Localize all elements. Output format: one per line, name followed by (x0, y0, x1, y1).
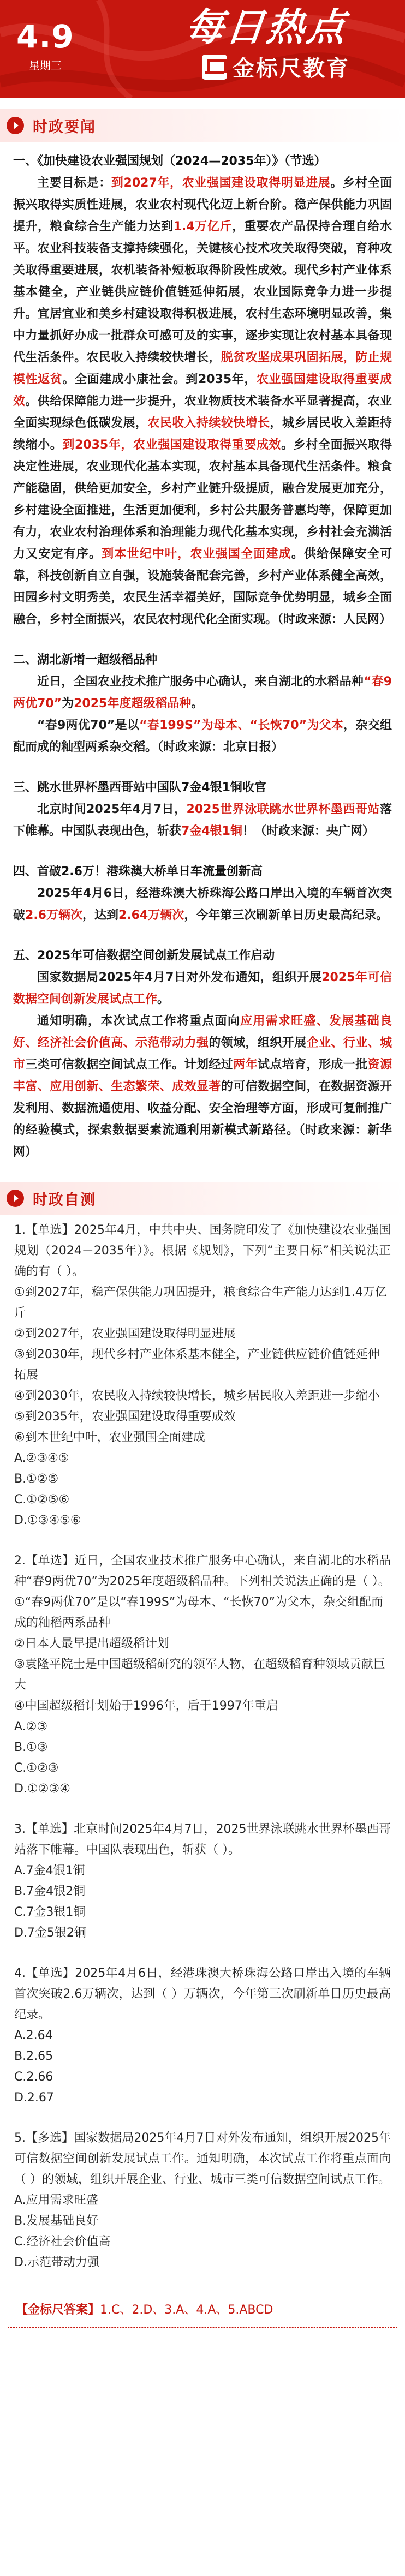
body-text: 试点培育，形成一批 (257, 1058, 368, 1072)
news-heading: 一、《加快建设农业强国规划（2024—2035年）》（节选） (13, 154, 326, 168)
highlight-text: 脱贫攻坚成果巩固拓展，防止规模性返贫 (13, 351, 392, 386)
quiz-section-header (0, 1182, 405, 1215)
news-paragraph (13, 671, 392, 715)
highlight-text: 两年 (233, 1058, 258, 1072)
body-text: 主要目标是： (37, 176, 111, 190)
question-stem: 5.【多选】国家数据局2025年4月7日对外发布通知，组织开展2025年可信数据空间创新发展试点工作。通知明确，本次试点工作将重点面向（ ）的领域，组织开展企业、行业、城市三类可信数据空间试点工作。 (14, 2131, 391, 2186)
body-text: 近日，全国农业技术推广服务中心确认，来自湖北的水稻品种 (37, 675, 364, 689)
question-option: B.7金4银2铜 (14, 1885, 86, 1898)
question-option: ⑥到本世纪中叶，农业强国全面建成 (14, 1431, 205, 1444)
news-heading: 二、湖北新增一超级稻品种 (13, 653, 158, 667)
highlight-text: 2025年度超级稻品种 (74, 697, 192, 710)
body-text: ，杂交组配而成的籼型两系杂交稻。（时政来源：北京日报） (13, 719, 392, 754)
quiz-question (14, 1963, 391, 2108)
date-block (16, 20, 74, 73)
highlight-text: 1.4万亿斤 (173, 220, 232, 234)
question-option: ⑤到2035年，农业强国建设取得重要成效 (14, 1410, 236, 1424)
body-text: 。乡村全面振兴取得决定性进展，农业现代化基本实现，农村基本具备现代生活条件。粮食产能稳固，供给更加安全，乡村产业链升级提质，融合发展更加充分，乡村建设全面推进，生活更加便利，乡村公共服务普惠均等，保障更加有力，农业农村治理体系和治理能力现代化基本实现，乡村社会充满活力又安定有序。 (13, 438, 392, 561)
question-option: C.2.66 (14, 2070, 53, 2084)
brand-row (202, 51, 398, 82)
quiz-question (14, 1551, 391, 1800)
body-text: 通知明确，本次试点工作将重点面向 (37, 1014, 241, 1028)
highlight-text: 农民收入持续较快增长 (147, 416, 270, 430)
question-stem: 3.【单选】北京时间2025年4月7日，2025世界泳联跳水世界杯墨西哥站落下帷幕。中国队表现出色，斩获（ ）。 (14, 1822, 391, 1857)
question-option: C.7金3银1铜 (14, 1905, 86, 1919)
body-text: ，重要农产品保持合理自给水平。农业科技装备支撑持续强化，关键核心技术攻关取得突破，育种攻关取得重要进展，农机装备补短板取得阶段性成效。现代乡村产业体系基本健全，产业链供应链价值链延伸拓展，农业国际竞争力进一步提升。宜居宜业和美乡村建设取得积极进展，农村生态环境明显改善，集中力量抓好办成一批群众可感可及的实事，逐步实现让农村基本具备现代生活条件。农民收入持续较快增长， (13, 220, 392, 364)
highlight-text: 农业强国建设取得重要成效 (13, 373, 392, 408)
brand-name: 金标尺教育 (233, 56, 350, 81)
question-option: ③到2030年，现代乡村产业体系基本健全，产业链供应链价值链延伸拓展 (14, 1348, 380, 1382)
question-option: D.示范带动力强 (14, 2256, 99, 2269)
question-stem: 1.【单选】2025年4月，中共中央、国务院印发了《加快建设农业强国规划（2024－2035年）》。根据《规划》，下列“主要目标”相关说法正确的有（ ）。 (14, 1223, 391, 1278)
highlight-text: “春9两优70” (13, 675, 392, 710)
highlight-text: 应用需求旺盛、发展基础良好、经济社会价值高、示范带动力强 (13, 1014, 392, 1050)
quiz-question (14, 1819, 391, 1944)
quiz-list (0, 1215, 405, 2273)
highlight-text: 到2035年，农业强国建设取得重要成效 (62, 438, 282, 452)
question-option: ③袁隆平院士是中国超级稻研究的领军人物，在超级稻育种领域贡献巨大 (14, 1658, 385, 1692)
answer-label: 【金标尺答案】 (16, 2303, 100, 2317)
news-paragraph (13, 172, 392, 631)
body-text: 的领域，组织开展 (209, 1036, 307, 1050)
body-text: ，达到 (82, 909, 119, 922)
question-option: B.①③ (14, 1741, 48, 1754)
question-option: D.①③④⑤⑥ (14, 1514, 81, 1527)
highlight-text: “春199S”为母本、“长恢70”为父本 (139, 719, 344, 732)
quiz-question (14, 1220, 391, 1531)
highlight-text: 2025世界泳联跳水世界杯墨西哥站 (186, 803, 380, 816)
body-text: 2025年4月6日，经港珠澳大桥珠海公路口岸出入境的车辆首次突破 (13, 887, 392, 922)
question-option: C.经济社会价值高 (14, 2235, 111, 2249)
question-option: B.①②⑤ (14, 1472, 59, 1486)
news-heading: 四、首破2.6万！港珠澳大桥单日车流量创新高 (13, 865, 263, 878)
quiz-section-title: 时政自测 (33, 1191, 96, 1209)
news-paragraph (13, 883, 392, 927)
question-option: ②日本人最早提出超级稻计划 (14, 1637, 169, 1651)
page-title: 每日热点 (183, 4, 350, 50)
body-text: 三类可信数据空间试点工作。计划经过 (25, 1058, 234, 1072)
question-option: ②到2027年，农业强国建设取得明显进展 (14, 1327, 236, 1341)
highlight-text: 资源丰富、应用创新、生态繁荣、成效显著 (13, 1058, 392, 1093)
highlight-text: 7金4银1铜 (181, 824, 242, 838)
question-option: A.2.64 (14, 2029, 53, 2042)
answer-box (8, 2293, 397, 2328)
body-text: 。供给保障安全可靠，科技创新自立自强，设施装备配套完善，乡村产业体系健全高效，田园乡村文明秀美，农民生活幸福美好，国际竞争优势明显，城乡全面融合，乡村全面振兴，农民农村现代化全面实现。（时政来源：人民网） (13, 547, 392, 626)
news-item (13, 777, 392, 842)
body-text: ！（时政来源：央广网） (242, 824, 374, 838)
question-option: C.①②⑤⑥ (14, 1493, 70, 1507)
question-option: C.①②③ (14, 1761, 59, 1775)
question-option: B.2.65 (14, 2049, 53, 2063)
question-stem: 4.【单选】2025年4月6日，经港珠澳大桥珠海公路口岸出入境的车辆首次突破2.6万辆次，达到（ ）万辆次，今年第三次刷新单日历史最高纪录。 (14, 1967, 391, 2022)
highlight-text: 企业、行业、城市 (13, 1036, 392, 1072)
body-text: 。 (157, 993, 170, 1006)
brand-logo-icon (202, 55, 227, 80)
body-text: “春9两优70”是以 (37, 719, 140, 732)
weekday: 星期三 (28, 59, 62, 72)
question-option: ①“春9两优70”是以“春199S”为母本、“长恢70”为父本，杂交组配而成的籼稻两系品种 (14, 1595, 384, 1630)
body-text: 为 (62, 697, 74, 710)
news-heading: 三、跳水世界杯墨西哥站中国队7金4银1铜收官 (13, 781, 266, 794)
highlight-text: 2.6万辆次 (25, 909, 82, 922)
play-circle-icon (7, 1190, 24, 1207)
body-text: 。 (191, 697, 204, 710)
question-option: A.7金4银1铜 (14, 1864, 85, 1878)
question-option: A.②③ (14, 1720, 48, 1734)
question-option: D.2.67 (14, 2091, 54, 2105)
body-text: 。全面建成小康社会。到2035年， (62, 373, 257, 386)
question-option: ④中国超级稻计划始于1996年，后于1997年重启 (14, 1699, 278, 1713)
page-header (0, 0, 405, 98)
highlight-text: 到本世纪中叶，农业强国全面建成 (102, 547, 291, 561)
date-number: 4.9 (16, 18, 74, 55)
question-stem: 2.【单选】近日，全国农业技术推广服务中心确认，来自湖北的水稻品种“春9两优70”为2025年度超级稻品种。下列相关说法正确的是（ ）。 (14, 1554, 391, 1588)
question-option: D.①②③④ (14, 1782, 70, 1796)
body-text: 落下帷幕。中国队表现出色，斩获 (13, 803, 392, 838)
question-option: ①到2027年，稳产保供能力巩固提升，粮食综合生产能力达到1.4万亿斤 (14, 1286, 387, 1320)
body-text: 。乡村全面振兴取得实质性进展，农业农村现代化迈上新台阶。稳产保供能力巩固提升，粮食综合生产能力达到 (13, 176, 392, 234)
body-text: 。供给保障能力进一步提升，农业物质技术装备水平显著提高，农业全面实现绿色低碳发展， (13, 395, 392, 430)
highlight-text: 2025年可信数据空间创新发展试点工作 (13, 971, 392, 1006)
question-option: D.7金5银2铜 (14, 1926, 86, 1940)
news-paragraph (13, 715, 392, 758)
news-item (13, 649, 392, 758)
body-text: 北京时间2025年4月7日， (37, 803, 187, 816)
highlight-text: 2.64万辆次 (118, 909, 184, 922)
body-text: 的可信数据空间，在数据资源开发利用、数据流通使用、收益分配、安全治理等方面，形成可复制推广的经验模式，探索数据要素流通利用新模式新路径。（时政来源：新华网） (13, 1080, 392, 1159)
news-list (0, 142, 405, 1163)
question-option: ④到2030年，农民收入持续较快增长，城乡居民收入差距进一步缩小 (14, 1389, 380, 1403)
news-paragraph (13, 1011, 392, 1163)
question-option: B.发展基础良好 (14, 2214, 99, 2228)
news-item (13, 945, 392, 1163)
news-item (13, 151, 392, 631)
news-section-header (0, 109, 405, 142)
news-heading: 五、2025年可信数据空间创新发展试点工作启动 (13, 949, 275, 963)
answer-text: 1.C、2.D、3.A、4.A、5.ABCD (100, 2303, 273, 2317)
question-option: A.②③④⑤ (14, 1451, 69, 1465)
body-text: ，今年第三次刷新单日历史最高纪录。 (184, 909, 389, 922)
play-circle-icon (7, 117, 24, 134)
body-text: 国家数据局2025年4月7日对外发布通知，组织开展 (37, 971, 322, 984)
news-paragraph (13, 799, 392, 842)
news-item (13, 861, 392, 927)
body-text: ，城乡居民收入差距持续缩小。 (13, 416, 392, 452)
quiz-question (14, 2128, 391, 2273)
question-option: A.应用需求旺盛 (14, 2194, 98, 2207)
news-paragraph (13, 967, 392, 1011)
news-section-title: 时政要闻 (33, 118, 96, 136)
highlight-text: 到2027年，农业强国建设取得明显进展 (111, 176, 331, 190)
title-block (183, 4, 398, 82)
